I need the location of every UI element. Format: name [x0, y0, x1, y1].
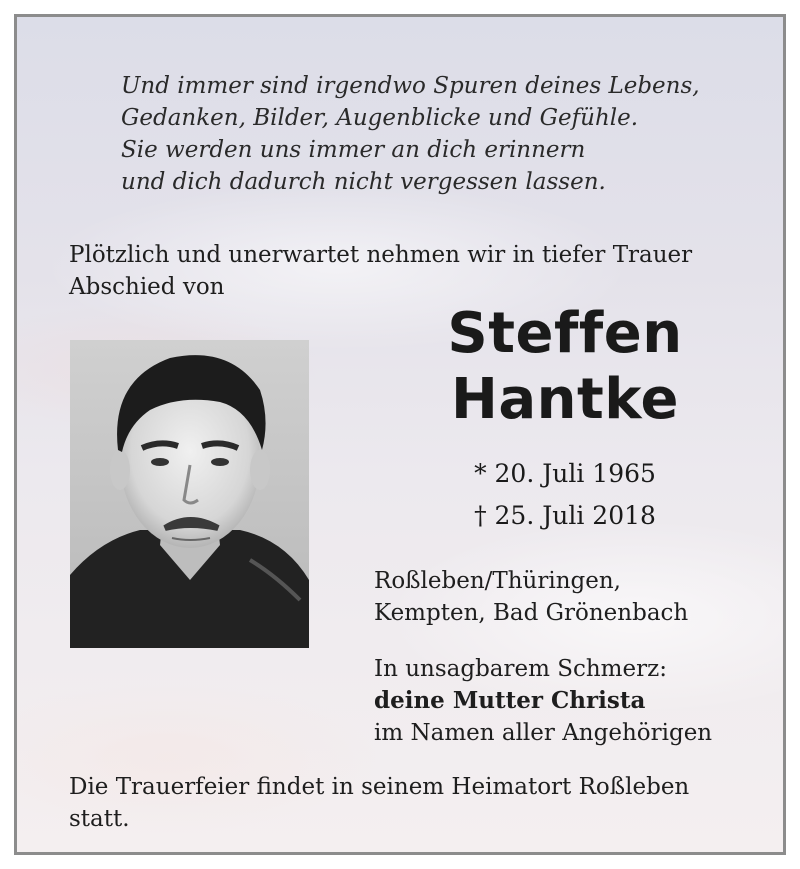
intro-line: Abschied von: [69, 274, 225, 300]
intro-line: Plötzlich und unerwartet nehmen wir in tiefer Trauer: [69, 242, 693, 268]
mourner-name: deine Mutter Christa: [374, 687, 646, 714]
residence-places: [374, 565, 786, 629]
death-date: † 25. Juli 2018: [474, 501, 656, 530]
deceased-name: [425, 301, 705, 433]
place-line: Kempten, Bad Grönenbach: [374, 600, 689, 626]
memorial-poem: [121, 70, 781, 198]
birth-date: * 20. Juli 1965: [474, 459, 656, 488]
poem-line: und dich dadurch nicht vergessen lassen.: [121, 169, 606, 195]
funeral-line: Die Trauerfeier findet in seinem Heimatort Roßleben: [69, 774, 690, 800]
mourners-family: im Namen aller Angehörigen: [374, 720, 713, 746]
intro-text: [69, 239, 786, 303]
portrait-photo: [70, 340, 309, 648]
place-line: Roßleben/Thüringen,: [374, 568, 621, 594]
poem-line: Gedanken, Bilder, Augenblicke und Gefühle.: [121, 105, 639, 131]
first-name: Steffen: [447, 301, 683, 366]
funeral-info: [69, 771, 786, 835]
mourners-signature: [374, 653, 786, 749]
obituary-notice: [14, 14, 786, 855]
funeral-line: statt.: [69, 806, 130, 832]
portrait-image: [70, 340, 309, 648]
poem-line: Und immer sind irgendwo Spuren deines Lebens,: [121, 73, 700, 99]
last-name: Hantke: [450, 367, 679, 432]
poem-line: Sie werden uns immer an dich erinnern: [121, 137, 586, 163]
life-dates: [425, 453, 705, 537]
mourners-intro: In unsagbarem Schmerz:: [374, 656, 667, 682]
